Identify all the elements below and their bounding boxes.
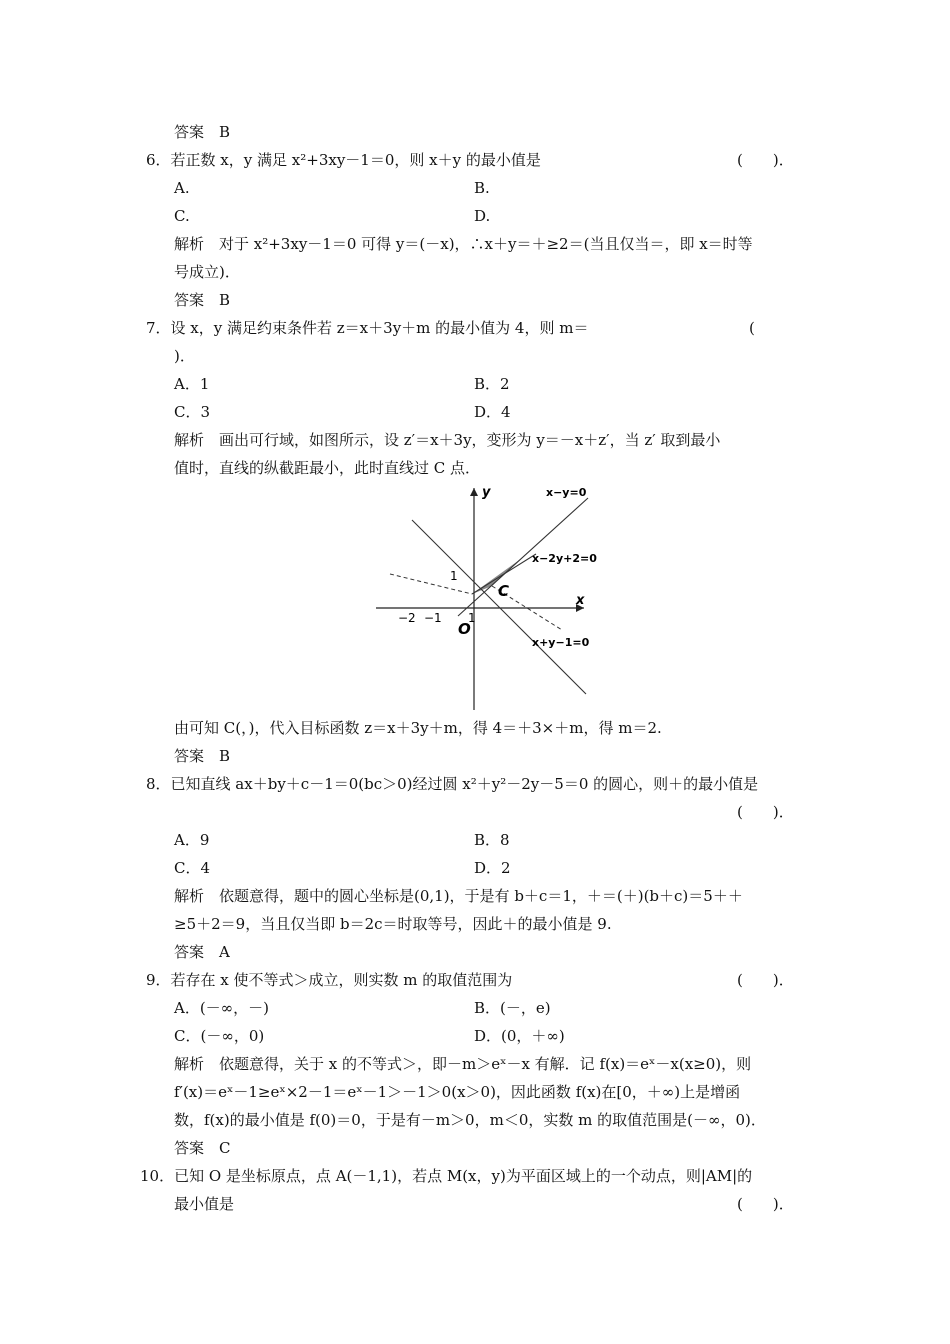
question-7-paren-open: (: [749, 319, 755, 337]
solution-6-line2: 号成立)．: [174, 263, 240, 281]
option-c: C．4: [174, 859, 211, 877]
question-7-paren-close: )．: [174, 347, 195, 365]
option-c: C．3: [174, 403, 211, 421]
tick-label-1-x: 1: [468, 611, 476, 625]
solution-7-line2: 值时，直线的纵截距最小，此时直线过 C 点．: [174, 459, 481, 477]
solution-7-line1: 解析 画出可行域，如图所示，设 z′＝x＋3y，变形为 y＝－x＋z′，当 z′ 取到最小: [174, 431, 721, 449]
option-a: A.: [174, 179, 190, 197]
question-7: 7．设 x，y 满足约束条件若 z＝x＋3y＋m 的最小值为 4，则 m＝: [146, 319, 589, 337]
answer-9: 答案 C: [174, 1139, 231, 1157]
question-9: 9．若存在 x 使不等式＞成立，则实数 m 的取值范围为: [146, 971, 513, 989]
option-c: C.: [174, 207, 190, 225]
feasible-region-figure: [370, 482, 600, 712]
solution-8-line2: ≥5＋2＝9，当且仅当即 b＝2c＝时取等号，因此＋的最小值是 9.: [174, 915, 612, 933]
y-axis-label: y: [482, 485, 491, 500]
solution-6-line1: 解析 对于 x²+3xy－1＝0 可得 y＝(－x)，∴x＋y＝＋≥2＝(当且仅当＝，即 x＝时等: [174, 235, 753, 253]
answer-8: 答案 A: [174, 943, 230, 961]
option-b: B．2: [474, 375, 510, 393]
answer-7: 答案 B: [174, 747, 231, 765]
question-10: 10．已知 O 是坐标原点，点 A(－1,1)，若点 M(x，y)为平面区域上的一个动点，则|AM|的: [140, 1167, 753, 1185]
question-10-line2: 最小值是: [174, 1195, 235, 1213]
solution-9-line1: 解析 依题意得，关于 x 的不等式＞，即－m＞eˣ－x 有解．记 f(x)＝eˣ－x(x≥0)，则: [174, 1055, 752, 1073]
answer-5: 答案 B: [174, 123, 231, 141]
option-b: B.: [474, 179, 490, 197]
option-d: D．2: [474, 859, 511, 877]
question-6-paren: ( )．: [737, 151, 794, 169]
option-d: D．(0，＋∞): [474, 1027, 565, 1045]
line-label-1: x−y=0: [546, 486, 587, 499]
option-a: A．(－∞，－): [174, 999, 270, 1017]
line-label-2: x−2y+2=0: [532, 552, 597, 565]
option-c: C．(－∞，0): [174, 1027, 265, 1045]
option-d: D.: [474, 207, 491, 225]
tick-label-1-y: 1: [450, 569, 458, 583]
objective-line-dashed: [390, 574, 472, 594]
option-a: A．9: [174, 831, 210, 849]
point-c-label: C: [498, 582, 510, 600]
feasible-region: [472, 558, 522, 594]
x-axis-label: x: [576, 593, 585, 608]
solution-9-line2: f′(x)＝eˣ－1≥eˣ×2－1＝eˣ－1＞－1＞0(x＞0)，因此函数 f(x)在[0，＋∞)上是增函: [174, 1083, 741, 1101]
solution-7-line3: 由可知 C(，)，代入目标函数 z＝x＋3y＋m，得 4＝＋3×＋m，得 m＝2.: [174, 719, 662, 737]
option-a: A．1: [174, 375, 210, 393]
question-6: 6．若正数 x，y 满足 x²+3xy－1＝0，则 x＋y 的最小值是: [146, 151, 541, 169]
solution-8-line1: 解析 依题意得，题中的圆心坐标是(0,1)，于是有 b＋c＝1，＋＝(＋)(b＋c)＝5＋＋: [174, 887, 743, 905]
solution-9-line3: 数，f(x)的最小值是 f(0)＝0，于是有－m＞0，m＜0，实数 m 的取值范围是(－∞，0)．: [174, 1111, 766, 1129]
tick-label-minus-2: −2: [398, 611, 416, 625]
tick-label-minus-1: −1: [424, 611, 442, 625]
option-b: B．8: [474, 831, 510, 849]
line-label-3: x+y−1=0: [532, 636, 590, 649]
origin-label: O: [458, 620, 471, 638]
question-10-paren: ( )．: [737, 1195, 794, 1213]
question-8-paren: ( )．: [737, 803, 794, 821]
line-x-plus-y-minus-1: [412, 520, 586, 694]
answer-6: 答案 B: [174, 291, 231, 309]
question-8: 8．已知直线 ax＋by＋c－1＝0(bc＞0)经过圆 x²＋y²－2y－5＝0 的圆心，则＋的最小值是: [146, 775, 759, 793]
option-d: D．4: [474, 403, 511, 421]
y-axis-arrow: [470, 488, 478, 496]
question-9-paren: ( )．: [737, 971, 794, 989]
option-b: B．(－，e): [474, 999, 551, 1017]
